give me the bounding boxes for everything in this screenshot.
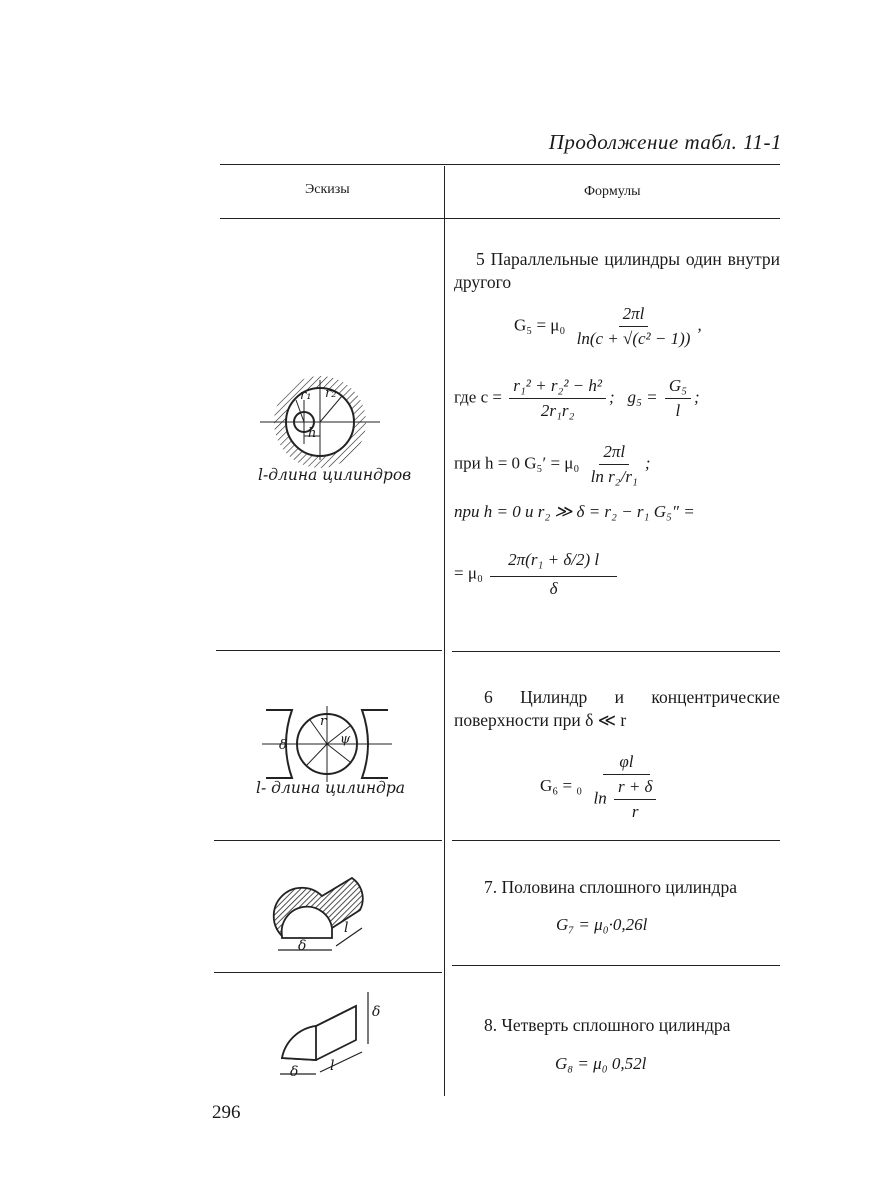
row6-formula: G₆ = ₀ φl ln $\frac{r + \delta}{r}$ <box>540 752 666 822</box>
row8-sketch-mark-delta-bottom: δ <box>290 1064 299 1080</box>
table-top-rule <box>220 164 780 165</box>
row7-title: 7. Половина сплошного цилиндра <box>484 877 737 897</box>
row5-case1: при h = 0 G₅′ = μ₀ $\frac{2\pi l}{\text{ln r₂/r₁}}$ ; <box>454 442 651 486</box>
row5-title: 5 Параллельные цилиндры один внутри другого <box>454 249 780 292</box>
column-divider <box>444 166 445 1096</box>
row5-sketch-label: l-длина цилиндров <box>258 466 412 484</box>
row7-formula: G₇ = μ₀·0,26l <box>556 915 648 934</box>
row-separator <box>452 651 780 652</box>
table-caption: Продолжение табл. 11-1 <box>548 130 782 154</box>
row8-formula: G₈ = μ₀ 0,52l <box>555 1054 647 1073</box>
row6-sketch-mark-psi: ψ <box>340 732 351 747</box>
row8-sketch-mark-l: l <box>330 1058 335 1074</box>
row5-sketch-mark-h: h <box>308 426 317 441</box>
row7-sketch-mark-delta: δ <box>298 938 307 954</box>
row5-where: где c = $\frac{\text{r₁² + r₂² − h²}}{\text{2r₁r₂}}$ ; g₅ = $\frac{\text{G₅}}{l}$ ; <box>454 376 700 420</box>
row-separator <box>216 650 442 651</box>
row6-sketch-mark-r: r <box>320 714 327 729</box>
page-number: 296 <box>212 1102 241 1123</box>
row5-case2: при h = 0 и r₂ ≫ δ = r₂ − r₁ G₅″ = <box>454 502 695 521</box>
row8-title: 8. Четверть сплошного цилиндра <box>484 1015 731 1035</box>
row5-sketch-concentric-cylinders <box>260 380 380 460</box>
header-formulas: Формулы <box>584 184 641 199</box>
row-separator <box>452 840 780 841</box>
row5-sketch-mark-r1: r₁ <box>300 388 312 403</box>
row7-sketch-half-cylinder <box>272 866 372 961</box>
row5-formula-main: G₅ = μ₀ $\frac{2\pi l}{\text{ln(c + √(c² − 1))}}$ , <box>514 304 702 348</box>
row-separator <box>452 965 780 966</box>
row5-sketch-mark-r2: r₂ <box>325 386 337 401</box>
row8-sketch-mark-delta-side: δ <box>372 1004 381 1020</box>
row5-case2-result: = μ₀ $\frac{\text{2π(r₁ + δ/2) l}}{\delta}$ <box>454 550 620 599</box>
row-separator <box>214 840 442 841</box>
row6-sketch-mark-delta: δ <box>279 738 287 753</box>
header-sketches: Эскизы <box>305 182 350 197</box>
row-separator <box>214 972 442 973</box>
row7-sketch-mark-l: l <box>344 920 349 936</box>
row6-sketch-label: l- длина цилиндра <box>256 779 406 797</box>
row6-title: 6 Цилиндр и концентрические поверхности при δ ≪ r <box>454 687 780 730</box>
header-bottom-rule <box>220 218 780 219</box>
